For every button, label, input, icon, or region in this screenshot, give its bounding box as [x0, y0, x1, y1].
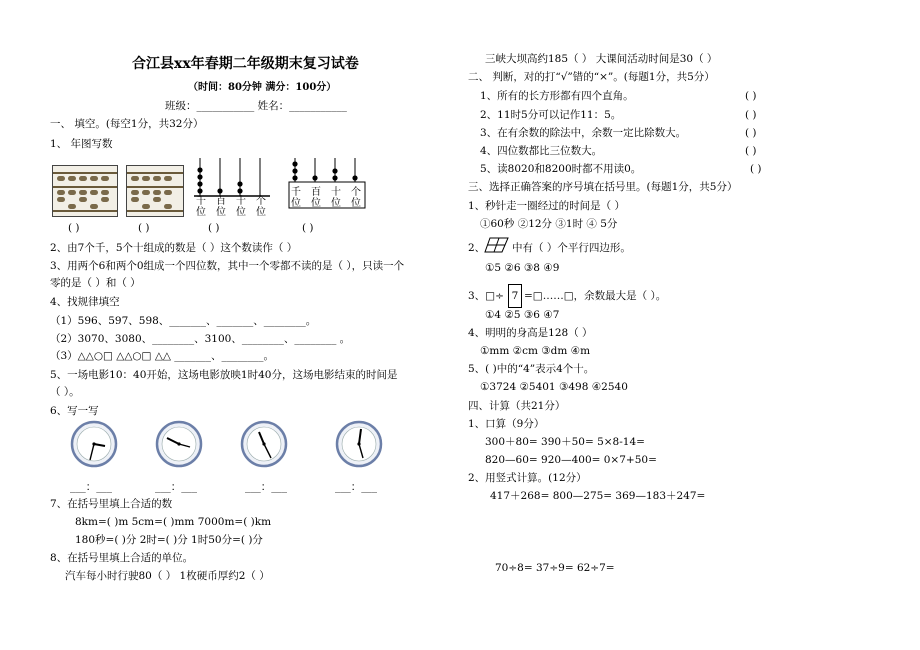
frame1-label-place: 位 [196, 207, 206, 218]
question-3: 3、用两个6和两个0组成一个四位数，其中一个零都不读的是（ ），只读一个 [50, 260, 405, 272]
question-7-row1: 8km=( )m 5cm=( )mm 7000m=( )km [75, 516, 272, 528]
judge-answer-3[interactable]: ( ) [745, 127, 757, 139]
choice-1-options: ①60秒 ②12分 ③1时 ④ 5分 [480, 218, 618, 230]
question-8-row1: 汽车每小时行驶80（ ） 1枚硬币厚约2（ ） [65, 570, 270, 582]
frame1-label-tens: 十 [236, 196, 246, 207]
choice-3-options: ①4 ②5 ③6 ④7 [485, 309, 560, 321]
clock-face-2 [155, 420, 203, 468]
calc-1: 1、口算（9分） [468, 418, 545, 430]
choice-2: 中有（ ）个平行四边形。 [512, 242, 631, 254]
judge-answer-2[interactable]: ( ) [745, 109, 757, 121]
choice-5-options: ①3724 ②5401 ③498 ④2540 [480, 381, 628, 393]
section-1-heading: 一、 填空。(每空1分，共32分） [50, 118, 204, 130]
page-title: 合江县xx年春期二年级期末复习试卷 [132, 56, 359, 72]
choice-3: =□‥‥‥□，余数最大是（ ）。 [524, 290, 667, 302]
clock-face-1 [70, 420, 118, 468]
calc-2-row2: 70÷8= 37÷9= 62÷7= [495, 562, 615, 574]
choice-4: 4、明明的身高是128（ ） [468, 327, 593, 339]
frame1-label-place: 位 [256, 207, 266, 218]
class-name-line: 班级：___________ 姓名：___________ [165, 100, 347, 112]
abacus-image-1 [52, 165, 118, 217]
question-4-1: （1）596、597、598、_______、_______、________。 [50, 315, 317, 327]
calc-1-row2: 820—60= 920—400= 0×7+50= [485, 454, 657, 466]
frame1-label-ones: 个 [256, 196, 266, 207]
choice-3-num: 3、□÷ [468, 290, 504, 302]
choice-2-options: ①5 ②6 ③8 ④9 [485, 262, 560, 274]
judge-answer-1[interactable]: ( ) [745, 90, 757, 102]
clock-face-4 [335, 420, 383, 468]
question-3-cont: 零的是（ ）和（ ） [50, 277, 141, 289]
clock-answer-2[interactable]: ___：___ [155, 481, 197, 493]
question-2: 2、由7个千，5个十组成的数是（ ）这个数读作（ ） [50, 242, 298, 254]
question-8: 8、在括号里填上合适的单位。 [50, 552, 194, 564]
divisor-box: 7 [508, 284, 522, 308]
answer-blank[interactable]: ( ) [302, 222, 314, 234]
question-4-2: （2）3070、3080、________、3100、________、________ 。 [50, 333, 351, 345]
answer-blank[interactable]: ( ) [68, 222, 80, 234]
answer-blank[interactable]: ( ) [138, 222, 150, 234]
section-2-heading: 二、 判断，对的打“√”错的“×”。(每题1分，共5分） [468, 71, 715, 83]
frame1-label-place: 位 [236, 207, 246, 218]
answer-blank[interactable]: ( ) [208, 222, 220, 234]
frame1-label-place: 位 [216, 207, 226, 218]
question-5: 5、一场电影10：40开始，这场电影放映1时40分，这场电影结束的时间是 [50, 369, 398, 381]
frame1-label-hundreds: 百 [216, 196, 226, 207]
question-7-row2: 180秒=( )分 2时=( )分 1时50分=( )分 [75, 534, 263, 546]
clock-answer-4[interactable]: ___：___ [335, 481, 377, 493]
judge-3: 3、在有余数的除法中，余数一定比除数大。 [480, 127, 687, 139]
frame2-label-place: 位 [351, 198, 361, 209]
section-4-heading: 四、计算（共21分） [468, 400, 566, 412]
abacus-image-2 [126, 165, 184, 217]
question-6: 6、写一写 [50, 405, 99, 417]
frame1-label-thousands: 千 [196, 196, 206, 207]
clock-answer-3[interactable]: ___：___ [245, 481, 287, 493]
question-8-row2: 三峡大坝高约185（ ） 大课间活动时间是30（ ） [485, 53, 718, 65]
frame2-label-thousands: 千 [291, 187, 301, 198]
calc-1-row1: 300＋80= 390＋50= 5×8-14= [485, 436, 645, 448]
question-7: 7、在括号里填上合适的数 [50, 498, 173, 510]
calc-2: 2、用竖式计算。(12分） [468, 472, 587, 484]
choice-1: 1、秒针走一圈经过的时间是（ ） [468, 200, 626, 212]
clock-answer-1[interactable]: ___：___ [70, 481, 112, 493]
judge-2: 2、11时5分可以记作11：5。 [480, 109, 622, 121]
question-4: 4、找规律填空 [50, 296, 120, 308]
frame2-label-place: 位 [291, 198, 301, 209]
section-3-heading: 三、选择正确答案的序号填在括号里。(每题1分，共5分） [468, 181, 738, 193]
judge-4: 4、四位数都比三位数大。 [480, 145, 603, 157]
clock-face-3 [240, 420, 288, 468]
choice-5: 5、( )中的“4”表示4个十。 [468, 363, 595, 375]
parallelogram-figure [484, 236, 510, 254]
frame2-label-ones: 个 [351, 187, 361, 198]
judge-1: 1、所有的长方形都有四个直角。 [480, 90, 634, 102]
judge-answer-5[interactable]: ( ) [750, 163, 762, 175]
exam-subtitle: （时间：80分钟 满分：100分） [188, 82, 337, 93]
frame2-label-hundreds: 百 [311, 187, 321, 198]
question-5-cont: （ ）。 [50, 386, 80, 398]
calc-2-row1: 417＋268= 800—275= 369—183＋247= [490, 490, 706, 502]
question-4-3: （3）△△○□ △△○□ △△ _______、________。 [50, 350, 275, 362]
judge-answer-4[interactable]: ( ) [745, 145, 757, 157]
frame2-label-place: 位 [331, 198, 341, 209]
frame2-label-place: 位 [311, 198, 321, 209]
frame2-label-tens: 十 [331, 187, 341, 198]
choice-2-num: 2、 [468, 242, 486, 254]
choice-4-options: ①mm ②cm ③dm ④m [480, 345, 591, 357]
question-1: 1、 年图写数 [50, 138, 113, 150]
judge-5: 5、读8020和8200时都不用读0。 [480, 163, 642, 175]
